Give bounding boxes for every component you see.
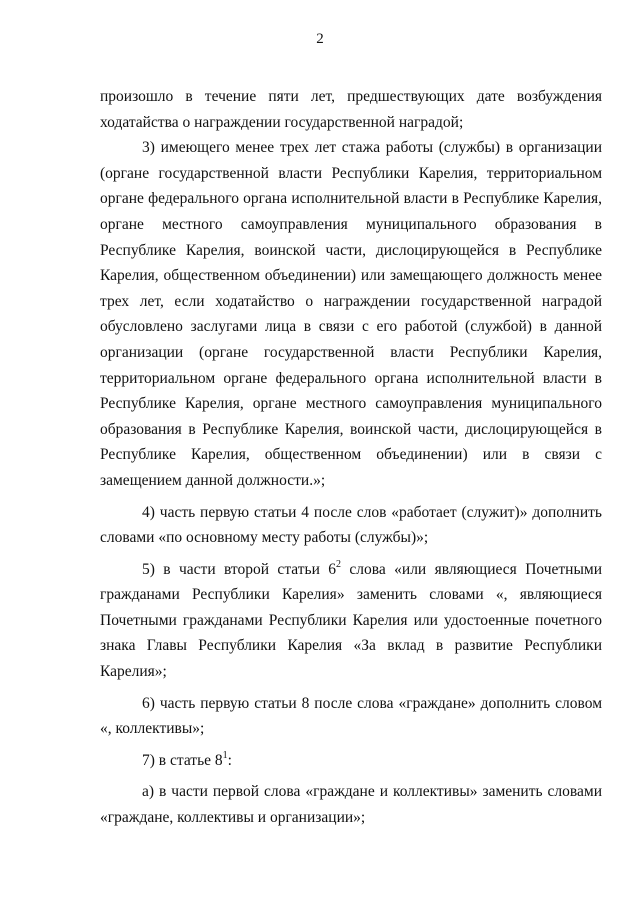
superscript-article-number: 1 — [222, 749, 228, 761]
paragraph-item-4: 4) часть первую статьи 4 после слов «работает (служит)» дополнить словами «по основному месту работы (службы)»; — [100, 503, 602, 547]
document-body — [100, 84, 602, 831]
page-number: 2 — [316, 31, 324, 47]
paragraph-item-7-start: 7) в статье 8 — [142, 751, 223, 769]
paragraph-item-5-rest: слова «или являющиеся Почетными гражданами Республики Карелия» заменить словами «, являющиеся Почетными гражданами Республики Карелия или удостоенные почетного знака Главы Республики Карелия «За вклад в развитие Республики Карелия»; — [100, 560, 602, 681]
superscript-article-number: 2 — [336, 558, 342, 570]
paragraph-item-7 — [100, 748, 602, 774]
paragraph-continuation: произошло в течение пяти лет, предшествующих дате возбуждения ходатайства о награждении государственной наградой; — [100, 88, 602, 131]
paragraph-item-6: 6) часть первую статьи 8 после слова «граждане» дополнить словом «, коллективы»; — [100, 694, 602, 738]
paragraph-item-5-start: 5) в части второй статьи 6 — [142, 560, 337, 578]
paragraph-item-3: 3) имеющего менее трех лет стажа работы (службы) в организации (органе государственной власти Республики Карелия, территориальном органе федерального органа исполнительной власти в Республике Карелия, органе местного самоуправления муниципального образования в Республике Карелия, воинской части, дислоцирующейся в Республике Карелия, общественном объединении) или замещающего должность менее трех лет, если ходатайство о награждении государственной наградой обусловлено заслугами лица в связи с его работой (службой) в данной организации (органе государственной власти Республики Карелия, территориальном органе федерального органа исполнительной власти в Республике Карелия, органе местного самоуправления муниципального образования в Республике Карелия, воинской части, дислоцирующейся в Республике Карелия, общественном объединении) или в связи с замещением данной должности.»; — [100, 139, 602, 489]
paragraph-subitem-a: а) в части первой слова «граждане и коллективы» заменить словами «граждане, коллективы и организации»; — [100, 783, 602, 827]
paragraph-item-5 — [100, 557, 602, 685]
paragraph-item-7-rest: : — [227, 751, 232, 769]
